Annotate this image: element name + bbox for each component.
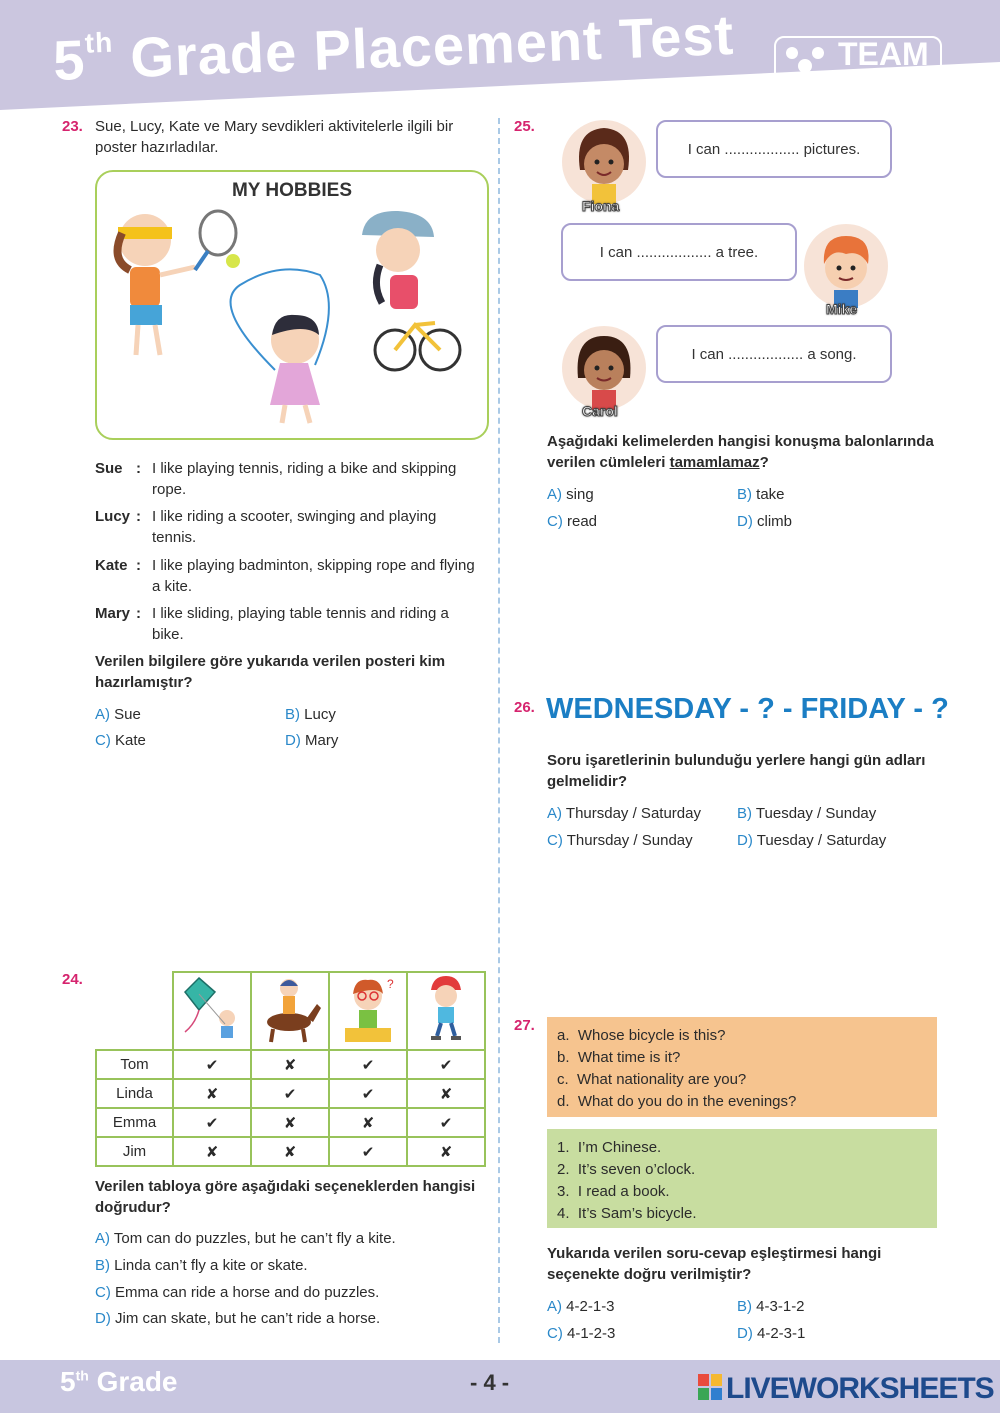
answer-option[interactable]: B) Lucy bbox=[285, 706, 336, 723]
list-item: d. What do you do in the evenings? bbox=[557, 1093, 797, 1110]
row-cell: ✘ bbox=[407, 1137, 485, 1166]
list-item: b. What time is it? bbox=[557, 1049, 681, 1066]
puzzle-column-header bbox=[329, 972, 407, 1050]
question-text: Verilen tabloya göre aşağıdaki seçeneklerden hangisi doğrudur? bbox=[95, 1178, 476, 1216]
answer-option[interactable]: C) Thursday / Sunday bbox=[547, 832, 693, 849]
carol-avatar bbox=[562, 326, 646, 410]
table-row bbox=[96, 1137, 485, 1166]
table-row bbox=[96, 1079, 485, 1108]
question-text: Verilen bilgilere göre yukarıda verilen posteri kim hazırlamıştır? bbox=[95, 653, 446, 691]
question-number: 24. bbox=[62, 971, 83, 988]
puzzle-icon bbox=[333, 974, 403, 1044]
answer-option[interactable]: B) take bbox=[737, 486, 785, 503]
footer-grade: 5th Grade bbox=[60, 1366, 178, 1397]
skate-icon bbox=[411, 974, 481, 1044]
avatar-name: Mike bbox=[826, 301, 858, 317]
question-number: 25. bbox=[514, 118, 535, 135]
liveworksheets-brand[interactable]: LIVEWORKSHEETS bbox=[726, 1372, 994, 1405]
row-name: Tom bbox=[96, 1050, 173, 1079]
row-cell: ✘ bbox=[173, 1079, 251, 1108]
speaker-colon: : bbox=[136, 460, 141, 477]
question-number: 23. bbox=[62, 118, 83, 135]
answer-option[interactable]: C) Emma can ride a horse and do puzzles. bbox=[95, 1284, 380, 1301]
question-text: Aşağıdaki kelimelerden hangisi konuşma balonlarında verilen cümleleri tamamlamaz? bbox=[547, 433, 934, 471]
question-text: Yukarıda verilen soru-cevap eşleştirmesi hangi seçenekte doğru verilmiştir? bbox=[547, 1245, 882, 1283]
question-text: Soru işaretlerinin bulunduğu yerlere hangi gün adları gelmelidir? bbox=[547, 752, 926, 790]
page-number: - 4 - bbox=[470, 1370, 510, 1395]
logo-symbol-icon bbox=[782, 44, 828, 88]
row-cell: ✔ bbox=[173, 1108, 251, 1137]
row-cell: ✔ bbox=[251, 1079, 329, 1108]
row-cell: ✔ bbox=[407, 1050, 485, 1079]
row-cell: ✘ bbox=[251, 1137, 329, 1166]
answer-option[interactable]: A) 4-2-1-3 bbox=[547, 1298, 615, 1315]
list-item: c. What nationality are you? bbox=[557, 1071, 747, 1088]
answer-option[interactable]: D) Mary bbox=[285, 732, 339, 749]
answer-option[interactable]: B) 4-3-1-2 bbox=[737, 1298, 805, 1315]
speaker-statement: I like sliding, playing table tennis and riding a bike. bbox=[152, 605, 449, 643]
answer-option[interactable]: A) Tom can do puzzles, but he can’t fly a kite. bbox=[95, 1230, 396, 1247]
skipping-rope-girl-icon bbox=[231, 269, 329, 423]
table-row bbox=[96, 1050, 485, 1079]
logo-text: TEAM bbox=[838, 36, 929, 72]
answer-option[interactable]: A) Sue bbox=[95, 706, 141, 723]
column-divider bbox=[498, 118, 500, 1343]
answer-option[interactable]: D) Jim can skate, but he can’t ride a horse. bbox=[95, 1310, 381, 1327]
row-cell: ✔ bbox=[173, 1050, 251, 1079]
logo-subtext: elt publishing bbox=[838, 72, 920, 88]
row-cell: ✔ bbox=[329, 1079, 407, 1108]
horse-column-header bbox=[251, 972, 329, 1050]
table-header-row bbox=[96, 972, 485, 1050]
row-cell: ✘ bbox=[407, 1079, 485, 1108]
row-name: Jim bbox=[96, 1137, 173, 1166]
row-name: Linda bbox=[96, 1079, 173, 1108]
cycling-girl-icon bbox=[362, 211, 460, 370]
kite-icon bbox=[177, 974, 247, 1044]
speaker-statement: I like riding a scooter, swinging and playing tennis. bbox=[152, 508, 437, 546]
skate-column-header bbox=[407, 972, 485, 1050]
boy-face-icon bbox=[804, 224, 888, 308]
row-cell: ✔ bbox=[407, 1108, 485, 1137]
speaker-name: Lucy bbox=[95, 508, 131, 525]
row-cell: ✘ bbox=[251, 1108, 329, 1137]
questions-box bbox=[547, 1017, 937, 1117]
speech-bubble: I can .................. a tree. bbox=[561, 223, 797, 281]
row-cell: ✘ bbox=[173, 1137, 251, 1166]
answer-option[interactable]: B) Tuesday / Sunday bbox=[737, 805, 877, 822]
speaker-statement: I like playing tennis, riding a bike and skipping rope. bbox=[152, 460, 457, 498]
answer-option[interactable]: C) read bbox=[547, 513, 598, 530]
speaker-name: Sue bbox=[95, 460, 123, 477]
speaker-colon: : bbox=[136, 557, 141, 574]
svg-text:?: ? bbox=[387, 977, 394, 991]
mike-avatar bbox=[804, 224, 888, 308]
row-cell: ✔ bbox=[329, 1050, 407, 1079]
answer-option[interactable]: A) Thursday / Saturday bbox=[547, 805, 701, 822]
answer-option[interactable]: D) 4-2-3-1 bbox=[737, 1325, 806, 1342]
girl-face-icon bbox=[562, 326, 646, 410]
answers-box bbox=[547, 1129, 937, 1228]
question-number: 26. bbox=[514, 699, 535, 716]
avatar-name: Fiona bbox=[582, 198, 620, 214]
speaker-colon: : bbox=[136, 508, 141, 525]
row-cell: ✘ bbox=[329, 1108, 407, 1137]
question-number: 27. bbox=[514, 1017, 535, 1034]
list-item: 1. I’m Chinese. bbox=[557, 1139, 662, 1156]
answer-option[interactable]: A) sing bbox=[547, 486, 594, 503]
speech-bubble: I can .................. a song. bbox=[656, 325, 892, 383]
activities-table bbox=[95, 971, 486, 1167]
speaker-name: Mary bbox=[95, 605, 131, 622]
row-name: Emma bbox=[96, 1108, 173, 1137]
answer-option[interactable]: D) climb bbox=[737, 513, 793, 530]
list-item: 3. I read a book. bbox=[557, 1183, 670, 1200]
row-cell: ✘ bbox=[251, 1050, 329, 1079]
speaker-name: Kate bbox=[95, 557, 128, 574]
answer-option[interactable]: D) Tuesday / Saturday bbox=[737, 832, 887, 849]
horse-icon bbox=[255, 974, 325, 1044]
question-prompt: Sue, Lucy, Kate ve Mary sevdikleri aktivitelerle ilgili bir poster hazırladılar. bbox=[95, 118, 454, 156]
list-item: 4. It’s Sam’s bicycle. bbox=[557, 1205, 697, 1222]
poster-title: MY HOBBIES bbox=[231, 180, 352, 201]
day-sequence: WEDNESDAY - ? - FRIDAY - ? bbox=[546, 693, 949, 725]
answer-option[interactable]: B) Linda can’t fly a kite or skate. bbox=[95, 1257, 308, 1274]
tennis-girl-icon bbox=[118, 211, 241, 355]
answer-option[interactable]: C) Kate bbox=[95, 732, 146, 749]
liveworksheets-logo-icon bbox=[698, 1374, 722, 1400]
kite-column-header bbox=[173, 972, 251, 1050]
speech-bubble: I can .................. pictures. bbox=[656, 120, 892, 178]
girl-face-icon bbox=[562, 120, 646, 204]
speaker-colon: : bbox=[136, 605, 141, 622]
list-item: 2. It’s seven o’clock. bbox=[557, 1161, 696, 1178]
page-title: 5th Grade Placement Test bbox=[52, 2, 736, 92]
answer-option[interactable]: C) 4-1-2-3 bbox=[547, 1325, 616, 1342]
fiona-avatar bbox=[562, 120, 646, 204]
speaker-statement: I like playing badminton, skipping rope and flying a kite. bbox=[152, 557, 475, 595]
table-row bbox=[96, 1108, 485, 1137]
row-cell: ✔ bbox=[329, 1137, 407, 1166]
list-item: a. Whose bicycle is this? bbox=[557, 1027, 726, 1044]
avatar-name: Carol bbox=[582, 403, 618, 419]
hobbies-illustration bbox=[100, 205, 480, 430]
